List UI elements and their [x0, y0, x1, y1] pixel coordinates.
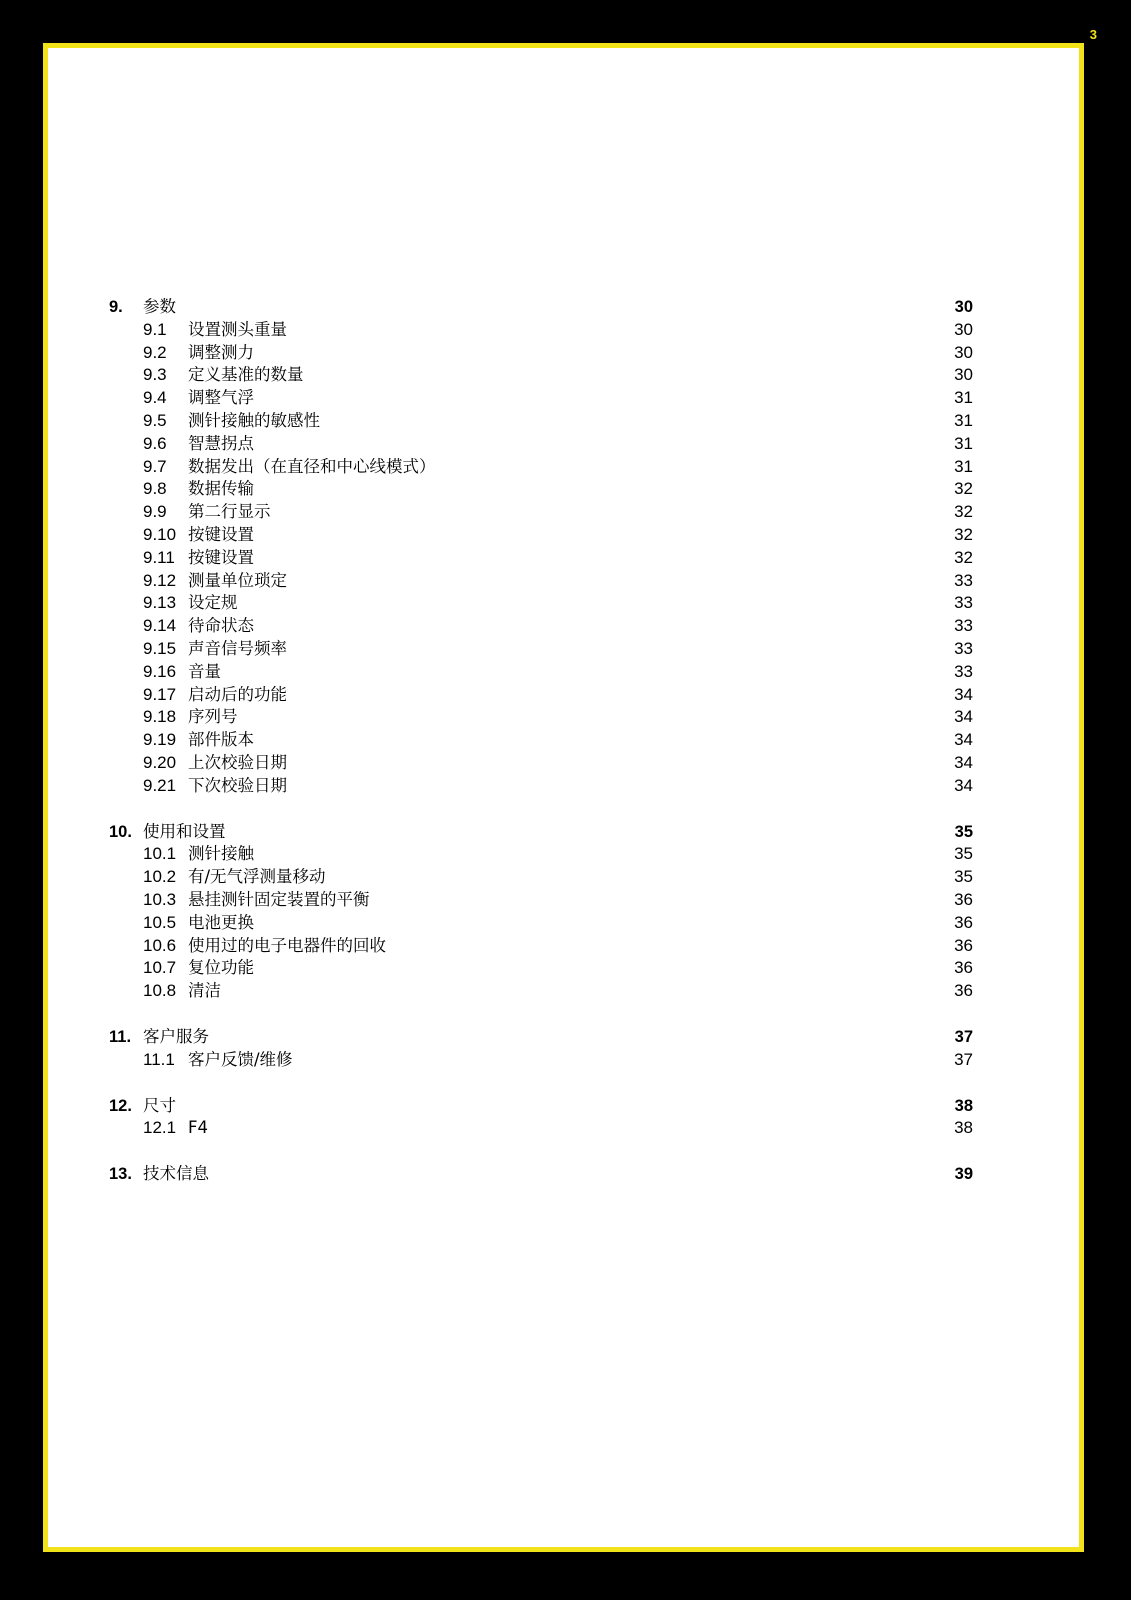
- toc-entry-title: 上次校验日期: [188, 752, 287, 772]
- toc-chapter-number: 13.: [109, 1165, 132, 1184]
- toc-section: [109, 1026, 973, 1072]
- toc-entry-page: 36: [954, 958, 973, 978]
- toc-entry[interactable]: [109, 729, 973, 752]
- toc-entry[interactable]: [109, 752, 973, 775]
- toc-entry-number: 9.8: [143, 479, 167, 499]
- toc-entry-page: 31: [954, 456, 973, 476]
- toc-entry[interactable]: [109, 501, 973, 524]
- toc-chapter-title: 尺寸: [143, 1095, 176, 1115]
- toc-entry-title: 使用过的电子电器件的回收: [188, 935, 386, 955]
- toc-entry[interactable]: [109, 889, 973, 912]
- toc-entry[interactable]: [109, 547, 973, 570]
- toc-entry[interactable]: [109, 433, 973, 456]
- toc-chapter-title: 技术信息: [143, 1164, 209, 1184]
- toc-chapter-page: 39: [954, 1165, 973, 1184]
- toc-entry-title: 数据传输: [188, 479, 254, 499]
- toc-chapter-page: 38: [954, 1096, 973, 1115]
- toc-entry-page: 38: [954, 1118, 973, 1138]
- toc-entry-number: 9.3: [143, 365, 167, 385]
- toc-entry-number: 9.16: [143, 661, 177, 681]
- toc-entry[interactable]: [109, 524, 973, 547]
- toc-entry-number: 9.17: [143, 684, 177, 704]
- toc-entry[interactable]: [109, 684, 973, 707]
- toc-entry-page: 35: [954, 867, 973, 887]
- toc-chapter[interactable]: [109, 1095, 973, 1118]
- toc-entry-page: 32: [954, 547, 973, 567]
- toc-entry[interactable]: [109, 661, 973, 684]
- toc-entry-title: 待命状态: [188, 616, 254, 636]
- toc-entry[interactable]: [109, 1117, 973, 1140]
- toc-entry-number: 9.11: [143, 547, 175, 567]
- toc-entry-number: 11.1: [143, 1049, 175, 1069]
- toc-entry-title: 测针接触: [188, 844, 254, 864]
- toc-entry-page: 35: [954, 844, 973, 864]
- toc-entry-page: 30: [954, 365, 973, 385]
- toc-entry-title: 按键设置: [188, 524, 254, 544]
- toc-entry-number: 9.2: [143, 342, 167, 362]
- toc-entry-page: 33: [954, 593, 973, 613]
- toc-entry-page: 33: [954, 661, 973, 681]
- toc-entry[interactable]: [109, 410, 973, 433]
- toc-entry-title: F4: [188, 1118, 208, 1138]
- toc-chapter-title: 使用和设置: [143, 821, 226, 841]
- toc-section: [109, 1163, 973, 1186]
- toc-section: [109, 821, 973, 1003]
- toc-entry-number: 9.15: [143, 638, 177, 658]
- toc-entry-title: 定义基准的数量: [188, 365, 304, 385]
- toc-entry-number: 12.1: [143, 1118, 177, 1138]
- toc-entry-title: 智慧拐点: [188, 433, 254, 453]
- toc-entry-number: 9.10: [143, 524, 177, 544]
- toc-entry[interactable]: [109, 387, 973, 410]
- toc-chapter[interactable]: [109, 821, 973, 844]
- toc-entry[interactable]: [109, 478, 973, 501]
- toc-entry[interactable]: [109, 364, 973, 387]
- toc-chapter[interactable]: [109, 1163, 973, 1186]
- toc-entry-title: 序列号: [188, 707, 238, 727]
- toc-entry-page: 30: [954, 319, 973, 339]
- toc-entry-title: 声音信号频率: [188, 638, 287, 658]
- toc-entry-title: 测针接触的敏感性: [188, 410, 320, 430]
- toc-entry-page: 34: [954, 775, 973, 795]
- toc-entry-number: 9.12: [143, 570, 177, 590]
- toc-entry-title: 复位功能: [188, 958, 254, 978]
- toc-entry-title: 有/无气浮测量移动: [188, 867, 326, 887]
- toc-entry-page: 34: [954, 684, 973, 704]
- toc-entry-number: 10.5: [143, 912, 177, 932]
- toc-chapter-number: 12.: [109, 1096, 132, 1115]
- toc-entry[interactable]: [109, 319, 973, 342]
- toc-entry-number: 9.1: [143, 319, 167, 339]
- toc-entry-page: 36: [954, 889, 973, 909]
- toc-chapter-page: 30: [954, 298, 973, 316]
- toc-entry-number: 10.2: [143, 867, 177, 887]
- toc-entry[interactable]: [109, 912, 973, 935]
- toc-entry-title: 调整测力: [188, 342, 254, 362]
- toc-entry-page: 31: [954, 410, 973, 430]
- toc-chapter-title: 参数: [143, 297, 176, 316]
- toc-entry-page: 34: [954, 752, 973, 772]
- toc-entry-number: 10.6: [143, 935, 177, 955]
- toc-entry-title: 按键设置: [188, 547, 254, 567]
- toc-entry-title: 调整气浮: [188, 388, 254, 408]
- toc-entry-page: 36: [954, 935, 973, 955]
- page-number: 3: [1089, 27, 1097, 42]
- toc-entry-title: 客户反馈/维修: [188, 1049, 293, 1069]
- toc-entry-title: 下次校验日期: [188, 775, 287, 795]
- toc-entry-title: 数据发出（在直径和中心线模式）: [188, 456, 436, 476]
- toc-entry-number: 9.14: [143, 616, 177, 636]
- toc-entry[interactable]: [109, 638, 973, 661]
- toc-entry-title: 测量单位琐定: [188, 570, 287, 590]
- toc-entry-title: 设置测头重量: [188, 319, 287, 339]
- toc-entry[interactable]: [109, 570, 973, 593]
- toc-entry[interactable]: [109, 866, 973, 889]
- toc-entry-number: 10.3: [143, 889, 177, 909]
- toc-entry-page: 37: [954, 1049, 973, 1069]
- toc-entry-page: 32: [954, 502, 973, 522]
- toc-entry-title: 第二行显示: [188, 502, 271, 522]
- toc-entry-number: 9.7: [143, 456, 167, 476]
- toc-entry[interactable]: [109, 706, 973, 729]
- toc-entry-page: 36: [954, 981, 973, 1001]
- toc-entry-number: 9.5: [143, 410, 167, 430]
- toc-entry-number: 9.19: [143, 730, 177, 750]
- toc-entry-page: 33: [954, 616, 973, 636]
- document-page: [43, 43, 1084, 1552]
- toc-entry-number: 9.18: [143, 707, 177, 727]
- toc-entry[interactable]: [109, 615, 973, 638]
- toc-entry-page: 33: [954, 570, 973, 590]
- toc-chapter-number: 11.: [109, 1027, 132, 1046]
- toc-entry[interactable]: [109, 456, 973, 479]
- toc-entry-title: 清洁: [188, 981, 221, 1001]
- toc-chapter-page: 35: [954, 822, 973, 841]
- toc-entry-number: 9.4: [143, 388, 167, 408]
- toc-entry-page: 36: [954, 912, 973, 932]
- toc-section: [109, 296, 973, 798]
- toc-chapter[interactable]: [109, 1026, 973, 1049]
- toc-entry-page: 31: [954, 433, 973, 453]
- toc-entry-number: 9.9: [143, 502, 167, 522]
- toc-entry[interactable]: [109, 592, 973, 615]
- toc-chapter[interactable]: [109, 296, 973, 319]
- toc-entry-page: 30: [954, 342, 973, 362]
- toc-entry-title: 设定规: [188, 593, 238, 613]
- toc-chapter-page: 37: [954, 1027, 973, 1046]
- toc-entry-number: 9.13: [143, 593, 177, 613]
- toc-entry[interactable]: [109, 980, 973, 1003]
- toc-entry[interactable]: [109, 843, 973, 866]
- toc-chapter-number: 10.: [109, 822, 132, 841]
- toc-entry[interactable]: [109, 342, 973, 365]
- toc-entry-number: 10.8: [143, 981, 177, 1001]
- toc-entry-page: 33: [954, 638, 973, 658]
- toc-entry[interactable]: [109, 775, 973, 798]
- toc-entry-page: 32: [954, 524, 973, 544]
- toc-chapter-title: 客户服务: [143, 1026, 209, 1046]
- toc-entry-page: 32: [954, 479, 973, 499]
- toc-section: [109, 1095, 973, 1141]
- toc-entry-number: 9.21: [143, 775, 177, 795]
- toc-entry-number: 9.6: [143, 433, 167, 453]
- toc-entry-page: 31: [954, 388, 973, 408]
- toc-entry-page: 34: [954, 707, 973, 727]
- table-of-contents: [109, 296, 973, 1209]
- toc-entry-title: 部件版本: [188, 730, 254, 750]
- toc-entry-page: 34: [954, 730, 973, 750]
- toc-entry-title: 电池更换: [188, 912, 254, 932]
- toc-entry-title: 悬挂测针固定装置的平衡: [188, 889, 370, 909]
- toc-entry-number: 10.1: [143, 844, 177, 864]
- toc-entry-title: 音量: [188, 661, 221, 681]
- toc-entry-title: 启动后的功能: [188, 684, 287, 704]
- toc-entry-number: 9.20: [143, 752, 177, 772]
- toc-entry-number: 10.7: [143, 958, 177, 978]
- toc-entry[interactable]: [109, 957, 973, 980]
- toc-entry[interactable]: [109, 935, 973, 958]
- toc-entry[interactable]: [109, 1049, 973, 1072]
- toc-chapter-number: 9.: [109, 298, 123, 316]
